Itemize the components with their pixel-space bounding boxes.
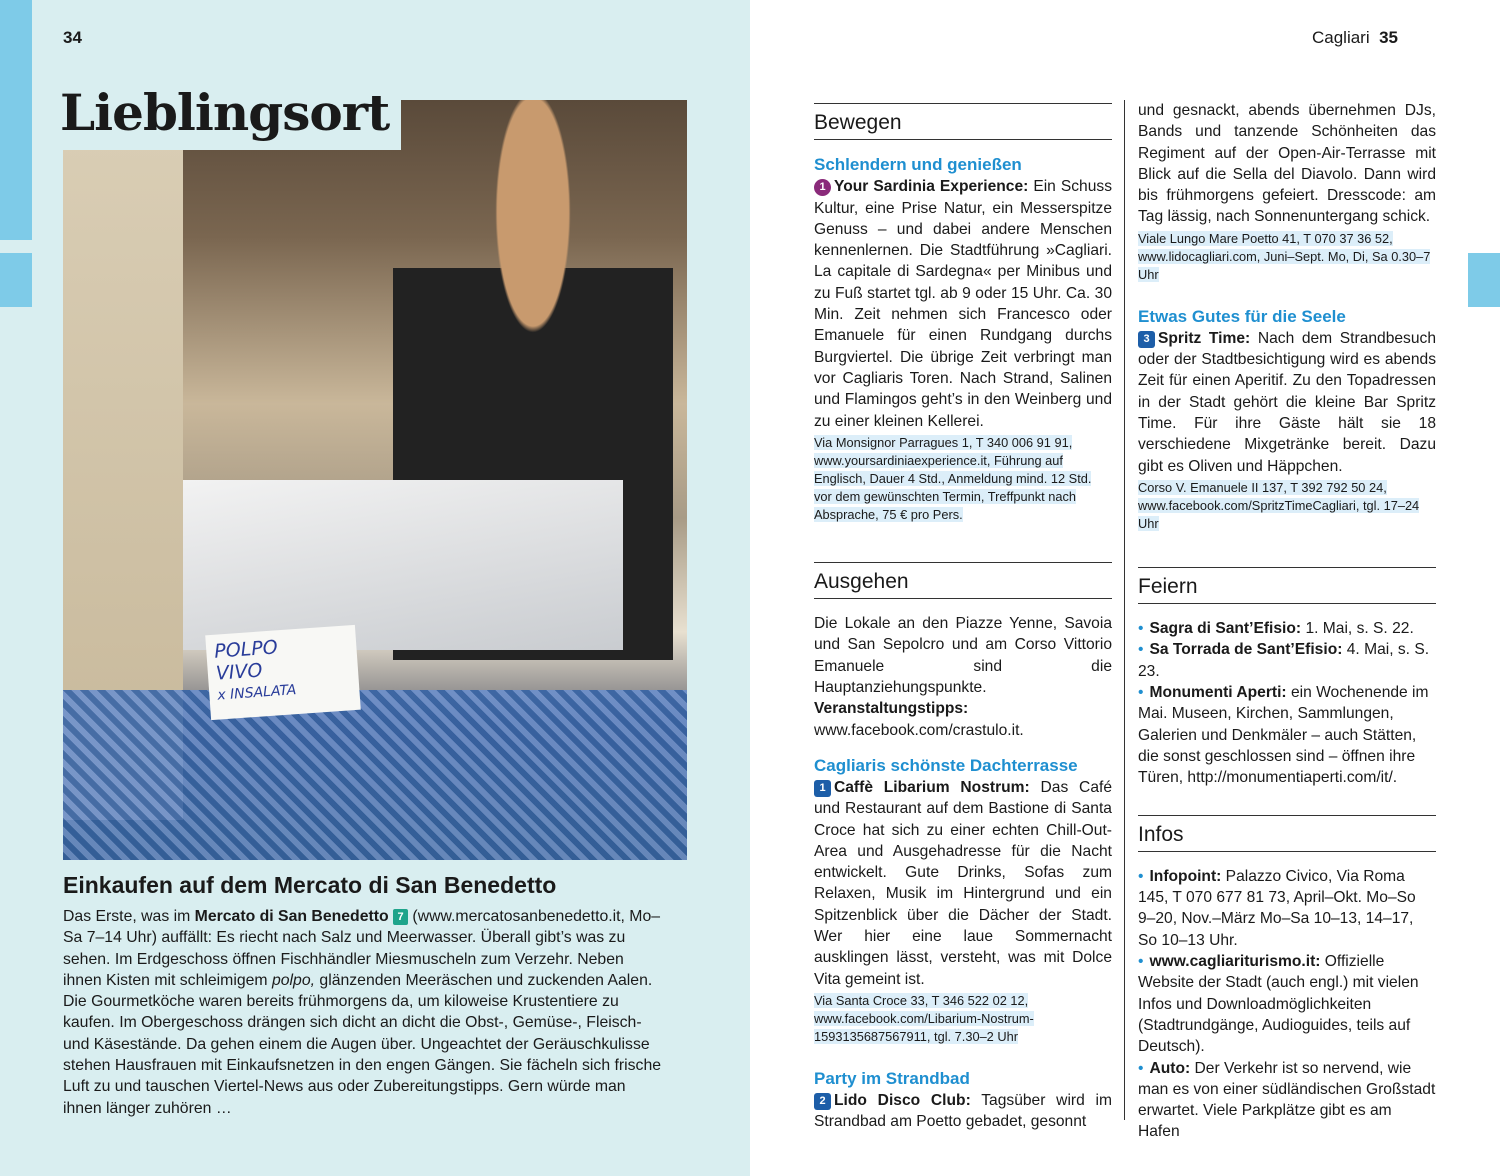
column-2: und gesnackt, abends übernehmen DJs, Bands und tanzende Schönheiten das Regiment auf der Open-Air-Terrasse mit Blick auf die Sella del Diavolo. Dann wird bis frühmorgens gefeiert. Dresscode: am Tag lässig, nach Sonnenuntergang schick. Viale Lungo Mare Poetto 41, T 070 37 36 52, www.lidocagliari.com, Juni–Sept. Mo, Di, Sa 0.30–7 Uhr Etwas Gutes für die Seele 3 Spritz Time: Nach dem Strandbesuch oder der Stadtbesichtigung wird es abends Zeit für einen Aperitif. Zu den Topadressen in der Stadt gehört die kleine Bar Spritz Time. Für ihre Gäste hält sie 18 verschiedene Mixgetränke bereit. Dazu gibt es Oliven und Häppchen. Corso V. Emanuele II 137, T 392 792 50 24, www.facebook.com/SpritzTimeCagliari, tgl. 17–24 Uhr Feiern • Sagra di Sant’Efisio: 1. Mai, s. S. 22. • Sa Torrada de Sant’Efisio: 4. Mai, s. S. 23. • Monumenti Aperti: ein Wochenende im Mai. Museen, Kirchen, Sammlungen, Galerien und Denkmäler – auch Stätten, die sonst geschlossen sind – öffnen ihre Türen, http://monumentiaperti.com/it/. Infos • Infopoint: Palazzo Civico, Via Roma 145, T 070 677 81 73, April–Okt. Mo–So 9–20, Nov.–März Mo–Sa 10–13, 14–17, So 10–13 Uhr. • www.cagliariturismo.it: Offizielle Website der Stadt (auch engl.) mit vielen Infos und Downloadmöglichkeiten (Stadtrundgänge, Audioguides, teils auf Deutsch). • Auto: Der Verkehr ist so nervend, wie man es von einer südländischen Großstadt erwartet. Viele Parkplätze gibt es am Hafen	[1138, 100, 1436, 1143]
subheading: Party im Strandbad	[814, 1068, 970, 1088]
subheading: Etwas Gutes für die Seele	[1138, 306, 1346, 326]
number-badge: 1	[814, 780, 831, 797]
section-heading-ausgehen: Ausgehen	[814, 563, 1112, 599]
number-badge: 3	[1138, 331, 1155, 348]
column-1: Bewegen Schlendern und genießen 1 Your Sardinia Experience: Ein Schuss Kultur, eine Prise Natur, ein Messerspitze Genuss – und dabei andere Menschen kennenlernen. Die Stadtführung »Cagliari. La capitale di Sardegna« per Minibus und zu Fuß startet tgl. ab 9 oder 15 Uhr. Ca. 30 Min. Zeit nehmen sich Francesco oder Emanuele für einen Rundgang durchs Burgviertel. Die übrige Zeit verbringt man vor Cagliaris Toren. Nach Strand, Salinen und Flamingos geht’s in den Weinberg und zu einer kleinen Kellerei. Via Monsignor Parragues 1, T 340 006 91 91, www.yoursardiniaexperience.it, Führung auf Englisch, Dauer 4 Std., Anmeldung mind. 12 Std. vor dem gewünschten Termin, Treffpunkt nach Absprache, 75 € pro Pers. Ausgehen Die Lokale an den Piazze Yenne, Savoia und San Sepolcro und am Corso Vittorio Emanuele sind die Hauptanziehungspunkte. Veranstaltungstipps: www.facebook.com/crastulo.it. Cagliaris schönste Dachterrasse 1 Caffè Libarium Nostrum: Das Café und Restaurant auf dem Bastione di Santa Croce hat sich zu einer echten Chill-Out-Area und Ausgehadresse für die Nacht entwickelt. Gute Drinks, Sofas zum Relaxen, Musik im Hintergrund und ein Spitzenblick über die Dächer der Stadt. Wer hier eine laue Sommernacht ausklingen lässt, versteht, was mit Dolce Vita gemeint ist. Via Santa Croce 33, T 346 522 02 12, www.facebook.com/Libarium-Nostrum-1593135687567911, tgl. 7.30–2 Uhr Party im Strandbad 2 Lido Disco Club: Tagsüber wird im Strandbad am Poetto gebadet, gesonnt	[814, 103, 1112, 1133]
infos-list: • Infopoint: Palazzo Civico, Via Roma 145, T 070 677 81 73, April–Okt. Mo–So 9–20, Nov.–März Mo–Sa 10–13, 14–17, So 10–13 Uhr. • www.cagliariturismo.it: Offizielle Website der Stadt (auch engl.) mit vielen Infos und Downloadmöglichkeiten (Stadtrundgänge, Audioguides, teils auf Deutsch). • Auto: Der Verkehr ist so nervend, wie man es von einer südländischen Großstadt erwartet. Viele Parkplätze gibt es am Hafen	[1138, 866, 1436, 1143]
feature-heading: Einkaufen auf dem Mercato di San Benedetto	[63, 872, 557, 898]
fish-counter	[183, 480, 623, 650]
subheading: Schlendern und genießen	[814, 155, 1022, 175]
number-badge: 1	[814, 179, 831, 196]
thumb-tab	[0, 0, 32, 240]
section-heading-infos: Infos	[1138, 816, 1436, 852]
handwritten-sign: POLPO VIVO x INSALATA	[205, 625, 361, 720]
feature-text: Das Erste, was im Mercato di San Benedetto 7 (www.mercatosanbenedetto.it, Mo–Sa 7–14 Uhr) auffällt: Es riecht nach Salz und Meerwasser. Überall gibt’s was zu sehen. Im Erdgeschoss öffnen Fischhändler Miesmuscheln zum Verzehr. Neben ihnen Kisten mit schleimigem polpo, glänzenden Meeräschen und zuckenden Aalen. Die Gourmetköche waren bereits frühmorgens da, um kiloweise Krustentiere zu kaufen. Im Obergeschoss drängen sich dicht an dicht die Obst-, Gemüse-, Fleisch- und Käsestände. Da gehen einem die Augen über. Ungeachtet der Geräuschkulisse stehen Hausfrauen mit Einkaufsnetzen in den engen Gängen. Sie fächeln sich frische Luft zu und tauschen Viertel-News aus oder Zubereitungstipps. Gern würde man ihnen länger zuhören …	[63, 908, 662, 1117]
address-info: Viale Lungo Mare Poetto 41, T 070 37 36 52, www.lidocagliari.com, Juni–Sept. Mo, Di, Sa 0.30–7 Uhr	[1138, 230, 1431, 282]
subheading: Cagliaris schönste Dachterrasse	[814, 755, 1078, 775]
address-info: Via Monsignor Parragues 1, T 340 006 91 91, www.yoursardiniaexperience.it, Führung auf Englisch, Dauer 4 Std., Anmeldung mind. 12 Std. vor dem gewünschten Termin, Treffpunkt nach Absprache, 75 € pro Pers.	[814, 434, 1092, 522]
address-info: Corso V. Emanuele II 137, T 392 792 50 24, www.facebook.com/SpritzTimeCagliari, tgl. 17–24 Uhr	[1138, 479, 1420, 531]
market-photo	[63, 100, 687, 860]
page-number-left: 34	[63, 28, 82, 47]
thumb-tab	[0, 253, 32, 307]
shop-icon: 7	[393, 909, 408, 925]
page-title: Lieblingsort	[50, 80, 401, 150]
column-divider	[1124, 100, 1125, 1120]
running-head: Cagliari 35	[1311, 28, 1398, 47]
address-info: Via Santa Croce 33, T 346 522 02 12, www.facebook.com/Libarium-Nostrum-1593135687567911, tgl. 7.30–2 Uhr	[814, 992, 1034, 1044]
feiern-list: • Sagra di Sant’Efisio: 1. Mai, s. S. 22. • Sa Torrada de Sant’Efisio: 4. Mai, s. S. 23. • Monumenti Aperti: ein Wochenende im Mai. Museen, Kirchen, Sammlungen, Galerien und Denkmäler – auch Stätten, die sonst geschlossen sind – öffnen ihre Türen, http://monumentiaperti.com/it/.	[1138, 618, 1436, 788]
section-heading-feiern: Feiern	[1138, 568, 1436, 604]
octopus-display	[63, 690, 687, 860]
thumb-tab	[1468, 253, 1500, 307]
number-badge: 2	[814, 1093, 831, 1110]
section-heading-bewegen: Bewegen	[814, 104, 1112, 140]
